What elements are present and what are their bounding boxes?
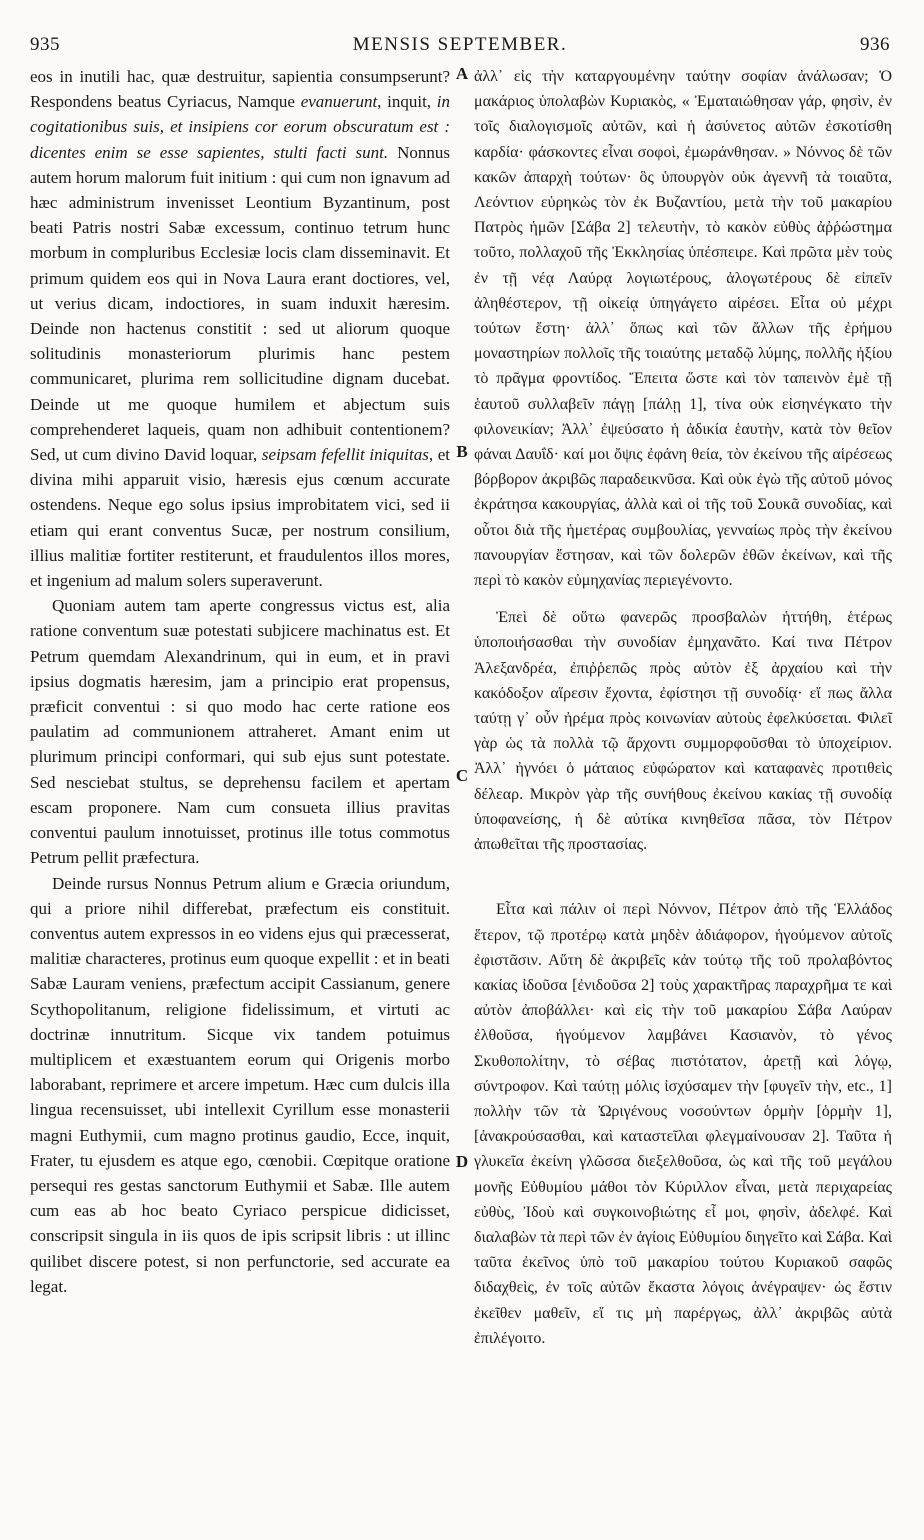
page-header xyxy=(30,30,890,62)
latin-paragraph-1: eos in inutili hac, quæ destruitur, sapientia consumpserunt? Respondens beatus Cyriacus, Namque evanuerunt, inquit, in cogitationibus suis, et insipiens cor eorum obscuratum est : dicentes enim se esse sapientes, stulti facti sunt. Nonnus autem horum malorum fuit initium : qui cum non ignavum ad hæc administrum invenisset Leontium Byzantinum, post beati Patris nostri Sabæ excessum, continuo tetrum hunc morbum in compluribus Ecclesiæ locis clam disseminavit. Et primum quidem eos qui in Nova Laura erant doctiores, vel, ut verius dicam, indoctiores, in suam induxit hæresim. Deinde non hactenus constitit : sed ut aliorum quoque solitudinis monasteriorum plurimis hanc pestem communicaret, plurima rem sollicitudine dignam ducebat. Deinde ut me quoque humilem et abjectum suis comprehenderet laqueis, quam non adhibuit contentionem? Sed, ut cum divino David loquar, seipsam fefellit iniquitas, et divina mihi apparuit visio, hæresis ejus cœnum accurate ostendens. Neque ego solus ipsius improbitatem vici, sed ii etiam qui erant conventus Sucæ, per nostrum consilium, illius malitiæ fortiter restiterunt, et fraudulentos illos mores, et ingenium ad malum solers superaverunt. xyxy=(30,67,451,591)
page-number-left: 935 xyxy=(30,34,60,55)
latin-paragraph-2: Quoniam autem tam aperte congressus victus est, alia ratione conventum suæ potestati subjicere machinatus est. Et Petrum quemdam Alexandrinum, qui in eum, et in pravi ipsius dogmatis hæresim, jam a principio erat propensus, præficit conventui : si quo modo hac certe ratione eos paulatim ad communionem attraheret. Amant enim ut plurimum principi conformari, qui sub ejus sunt potestate. Sed nesciebat stultus, se deprehensu facilem et apertam escam proponere. Nam cum consueta illius pravitas conventui paulum innotuisset, protinus ille totus commotus Petrum pellit præfectura. xyxy=(30,596,450,868)
section-marker-a: A xyxy=(455,64,469,83)
section-marker-d: D xyxy=(455,1152,469,1171)
latin-column xyxy=(30,64,450,1299)
latin-paragraph-3: Deinde rursus Nonnus Petrum alium e Græcia oriundum, qui a priore nihil differebat, præfectum eis constituit. conventus autem expressos in eo videns ejus qui præcesserat, malitiæ characteres, protinus eum quoque expellit : et in beati Sabæ Lauram veniens, præfectum accipit Cassianum, genere Scythopolitanum, religione fidelissimum, et virtuti ac doctrinæ innutritum. Sicque vix tandem potuimus multiplicem et exæstuantem eorum qui Origenis morbo laborabant, reprimere et arcere impetum. Hæc cum dulcis illa lingua recensuisset, ubi intellexit Cyrillum esse monasterii magni Euthymii, cum magno protinus gaudio, Ecce, inquit, Frater, tu ejusdem es atque ego, cœnobii. Cœpitque oratione persequi res gestas sanctorum Euthymii et Sabæ. Ille autem cum eas ab hoc beato Cyriaco perspicue didicisset, conscripsit singula in iis quos de ipis scripsit libris : ut illinc quilibet discere potest, si non perfunctorie, sed accurate ea legat. xyxy=(30,873,450,1296)
page-number-right: 936 xyxy=(860,34,890,55)
greek-paragraph-1: ἀλλ᾽ εἰς τὴν καταργουμένην ταύτην σοφίαν ἀνάλωσαν; Ὁ μακάριος ὑπολαβὼν Κυριακὸς, « Ἐματαιώθησαν γάρ, φησὶν, ἐν τοῖς διαλογισμοῖς αὐτῶν, καὶ ἡ ἀσύνετος αὐτῶν ἐσκοτίσθη καρδία· φάσκοντες εἶναι σοφοὶ, ἐμωράνθησαν. » Νόννος δὲ τῶν κακῶν ἀπαρχὴ τούτων· ὃς ὑπουργὸν οὐκ ἀγεννῆ τὰ τοιαῦτα, Λεόντιον εὑρηκὼς τὸν ἐκ Βυζαντίου, μετὰ τὴν τοῦ μακαρίου Πατρὸς ἡμῶν [Σάβα 2] τελευτὴν, τὸ κακὸν εὐθὺς ἀῤῥώστημα τοῦτο, πολλαχοῦ τῆς Ἐκκλησίας ὑπέσπειρε. Καὶ πρῶτα μὲν τοὺς ἐν τῇ νέᾳ Λαύρᾳ λογιωτέρους, ἀλογωτέρους δὲ εἰπεῖν ἀληθέστερον, τῇ οἰκείᾳ ὑπηγάγετο αἱρέσει. Εἶτα οὐ μέχρι τούτων ἔστη· ἀλλ᾽ ὅπως καὶ τῶν ἄλλων τῆς ἐρήμου μοναστηρίων πολλοῖς τῆς τοιαύτης μεταδῷ λύμης, πολλῆς ἠξίου τὸ πρᾶγμα φροντίδος. Ἔπειτα ὥστε καὶ τὸν ταπεινὸν ἐμὲ τῇ ἑαυτοῦ συλλαβεῖν πάγῃ [πάλῃ 1], τίνα οὐκ εἰσηνέγκατο τὴν φιλονεικίαν; Ἀλλ᾽ ἐψεύσατο ἡ ἀδικία ἑαυτὴν, κατὰ τὸν θεῖον φάναι Δαυΐδ· καί μοι ὄψις ἐφάνη θεία, τὸν ἐκείνου τῆς αἱρέσεως βόρβορον ἀκριβῶς παραδεικνῦσα. Καὶ οὐκ ἐγὼ τῆς αὐτοῦ μόνος ἐκράτησα κακουργίας, ἀλλὰ καὶ οἱ τῆς τοῦ Σουκᾶ συνοδίας, καὶ οὗτοι διὰ τῆς ἡμετέρας συμβουλίας, γενναίως πρὸς τὴν ἐκείνου πανουργίαν ἔστησαν, καὶ τῶν δολερῶν ἐθῶν ἐκείνων, καὶ τῆς περὶ τὸ κακὸν εὐμηχανίας περιεγένοντο. xyxy=(474,68,892,590)
greek-paragraph-2: Ἐπεὶ δὲ οὕτω φανερῶς προσβαλὼν ἡττήθη, ἑτέρως ὑποποιήσασθαι τὴν συνοδίαν ἐμηχανᾶτο. Καί τινα Πέτρον Ἀλεξανδρέα, ἐπιῤῥεπῶς πρὸς αὐτὸν ἐξ ἀρχαίου καὶ τὴν κακόδοξον αἵρεσιν ἔχοντα, ἐφίστησι τῇ συνοδίᾳ· εἴ πως ἄλλα ταύτῃ γ᾽ οὖν ἠρέμα πρὸς κοινωνίαν αὐτοὺς ἐφελκύσεται. Φιλεῖ γὰρ ὡς τὰ πολλὰ τῷ ἄρχοντι συμμορφοῦσθαι τὸ ὑποχείριον. Ἀλλ᾽ ἠγνόει ὁ μάταιος εὐφώρατον καὶ καταφανὲς προτιθεὶς δέλεαρ. Μικρὸν γὰρ τῆς συνήθους ἐκείνου κακίας τῇ συνοδίᾳ ὑποφανείσης, ἡ δὲ αὐτίκα κινηθεῖσα πᾶσα, τὸν Πέτρον ἀπωθεῖται τῆς προστασίας. xyxy=(474,609,892,854)
running-title: MENSIS SEPTEMBER. xyxy=(352,34,568,55)
section-marker-b: B xyxy=(456,442,468,461)
greek-column xyxy=(474,64,892,1351)
greek-paragraph-3: Εἶτα καὶ πάλιν οἱ περὶ Νόννον, Πέτρον ἀπὸ τῆς Ἑλλάδος ἕτερον, τῷ προτέρῳ κατὰ μηδὲν ἀδιάφορον, ἡγούμενον αὐτοῖς ἐφιστᾶσιν. Αὕτη δὲ ἀκριβεῖς κἀν τούτῳ τῆς τοῦ προλαβόντος κακίας ἰδοῦσα [ἐνιδοῦσα 2] τοὺς χαρακτῆρας παραχρῆμα τε καὶ αὐτὸν ἀποβάλλει· καὶ εἰς τὴν τοῦ μακαρίου Σάβα Λαύραν ἐλθοῦσα, ἡγούμενον λαμβάνει Κασιανὸν, τὸ γένος Σκυθοπολίτην, τὸ σέβας πιστότατον, ἀρετῇ καὶ λόγῳ, σύντροφον. Καὶ ταύτῃ μόλις ἰσχύσαμεν τὴν [φυγεῖν τὴν, etc., 1] πολλὴν τῶν τὰ Ὠριγένους νοσούντων ὁρμὴν [ὁρμὴν 1], [ἀνακρούσασθαι, καὶ καταστεῖλαι φλεγμαίνουσαν 2]. Ταῦτα ἡ γλυκεῖα ἐκείνη γλῶσσα διεξελθοῦσα, ὡς καὶ τῆς τοῦ μεγάλου μονῆς Εὐθυμίου μάθοι τὸν Κύριλλον εἶναι, μετὰ περιχαρείας εὐθὺς, Ἰδοὺ καὶ συγκοινοβιώτης εἶ μοι, φησὶν, ἀδελφέ. Καὶ διαλαβὼν τὰ περὶ τῶν ἐν ἁγίοις Εὐθυμίου διηγεῖτο καὶ Σάβα. Καὶ ταῦτα ἐκεῖνος ὑπὸ τοῦ μακαρίου τούτου Κυριακοῦ σαφῶς διδαχθεὶς, ἐν τοῖς αὐτῶν ἔκαστα λόγοις ἀνέγραψεν· ὡς ἔστιν ἐκεῖθεν μαθεῖν, εἴ τις μὴ παρέργως, ἀλλ᾽ ἀκριβῶς αὐτὰ ἐπιλέγοιτο. xyxy=(474,901,892,1347)
section-marker-c: C xyxy=(455,766,469,785)
